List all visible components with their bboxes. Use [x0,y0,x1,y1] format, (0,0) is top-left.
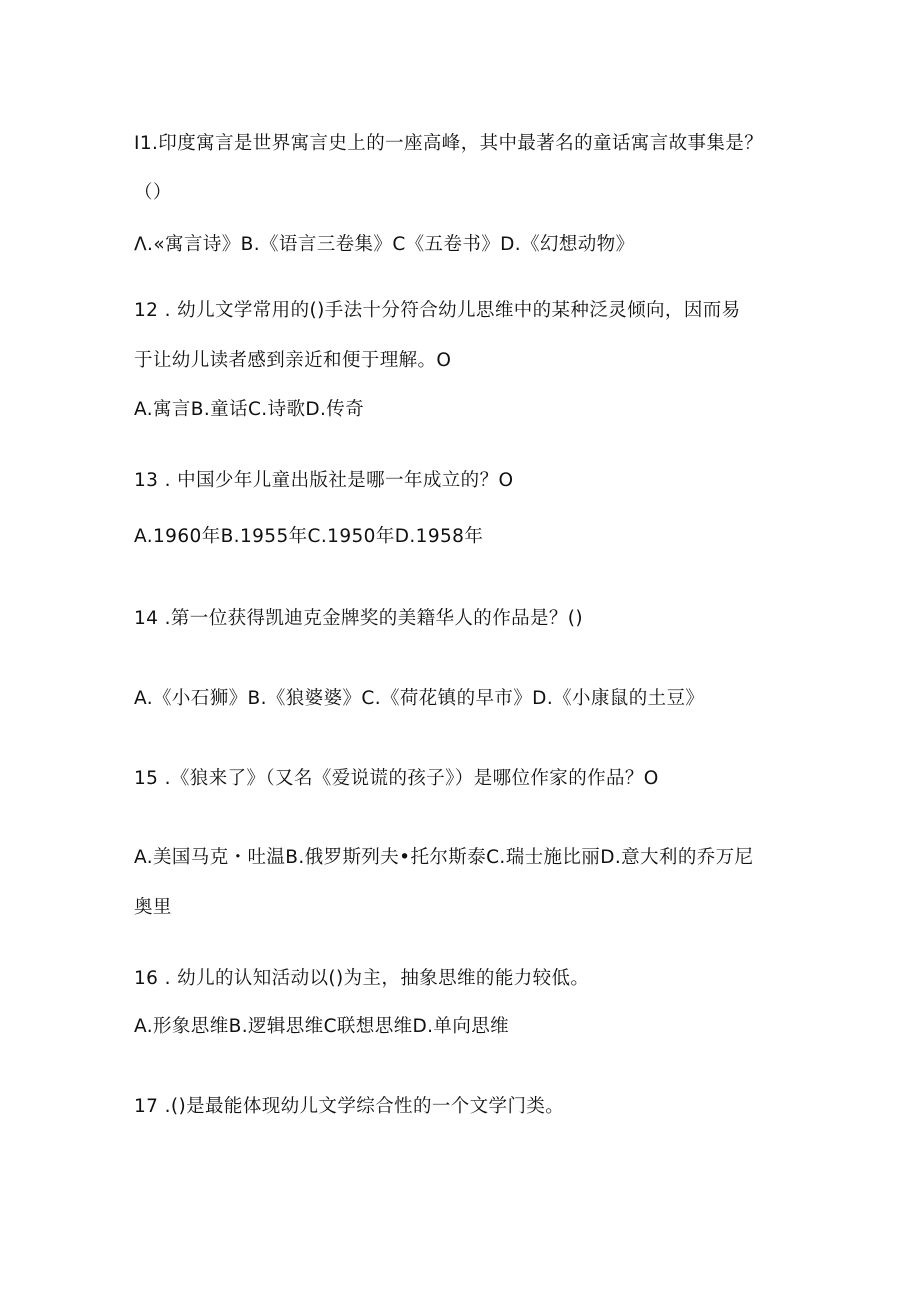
question-11-stem-line-1: I1.印度寓言是世界寓言史上的一座高峰，其中最著名的童话寓言故事集是？ [134,133,764,154]
question-17-stem: 17 .()是最能体现幼儿文学综合性的一个文学门类。 [134,1096,565,1117]
question-11-options: Λ.«寓言诗》B.《语言三卷集》C《五卷书》D.《幻想动物》 [134,234,635,255]
question-11-stem-line-2: （） [134,182,172,203]
question-15-stem: 15 .《狼来了》（又名《爱说谎的孩子》）是哪位作家的作品？O [134,768,659,789]
question-13-stem: 13 . 中国少年儿童出版社是哪一年成立的？O [134,470,514,491]
question-14-stem: 14 .第一位获得凯迪克金牌奖的美籍华人的作品是？() [134,608,584,629]
question-12-stem-line-2: 于让幼儿读者感到亲近和便于理解。O [134,350,452,371]
question-12-stem-line-1: 12 . 幼儿文学常用的()手法十分符合幼儿思维中的某种泛灵倾向，因而易 [134,300,741,321]
question-15-options-line-2: 奥里 [134,897,172,918]
question-16-stem: 16 . 幼儿的认知活动以()为主，抽象思维的能力较低。 [134,968,590,989]
question-15-options-line-1: A.美国马克・吐温B.俄罗斯列夫•托尔斯泰C.瑞士施比丽D.意大利的乔万尼 [134,847,754,868]
question-14-options: A.《小石狮》B.《狼婆婆》C.《荷花镇的早市》D.《小康鼠的土豆》 [134,688,705,709]
question-12-options: A.寓言B.童话C.诗歌D.传奇 [134,399,365,420]
question-13-options: A.1960年B.1955年C.1950年D.1958年 [134,526,484,547]
question-16-options: A.形象思维B.逻辑思维C联想思维D.单向思维 [134,1016,510,1037]
